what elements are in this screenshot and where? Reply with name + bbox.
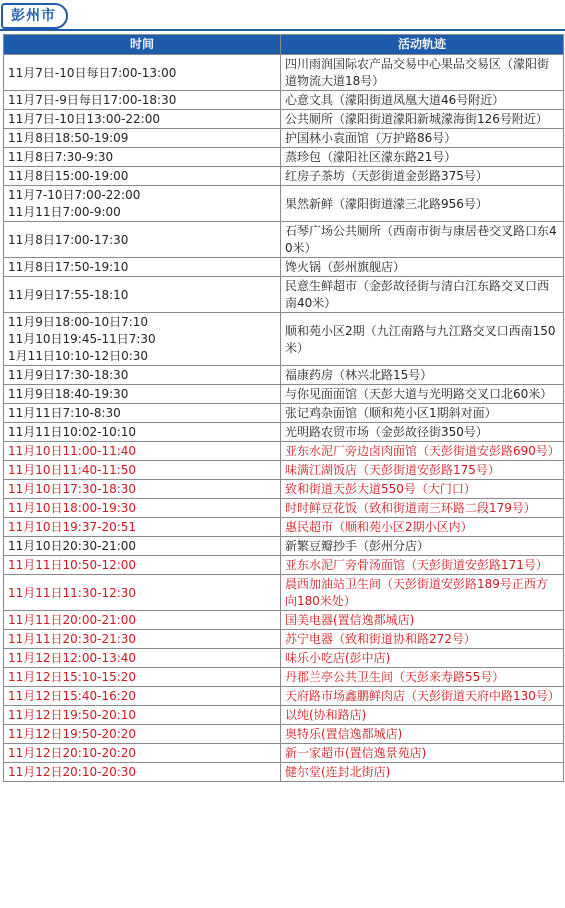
table-row (4, 706, 564, 725)
row-place: 晨西加油站卫生间（天彭街道安彭路189号正西方向180米处） (281, 575, 564, 611)
row-place: 公共厕所（濛阳街道濛阳新城濛海街126号附近） (281, 110, 564, 129)
row-time: 11月7日-10日13:00-22:00 (4, 110, 281, 129)
row-time: 11月8日7:30-9:30 (4, 148, 281, 167)
row-place: 果然新鲜（濛阳街道濛三北路956号） (281, 186, 564, 222)
table-row (4, 763, 564, 782)
city-tag: 彭州市 (1, 3, 68, 29)
table-row (4, 630, 564, 649)
table-row (4, 313, 564, 366)
row-time: 11月9日17:55-18:10 (4, 277, 281, 313)
table-row (4, 222, 564, 258)
section-divider (0, 29, 565, 31)
row-time: 11月12日20:10-20:20 (4, 744, 281, 763)
row-place: 与你见面面馆（天彭大道与光明路交叉口北60米） (281, 385, 564, 404)
row-place: 惠民超市（顺和苑小区2期小区内） (281, 518, 564, 537)
table-row (4, 91, 564, 110)
row-place: 四川雨润国际农产品交易中心果品交易区（濛阳街道物流大道18号） (281, 55, 564, 91)
table-row (4, 404, 564, 423)
row-time: 11月10日11:00-11:40 (4, 442, 281, 461)
row-time: 11月9日18:00-10日7:10 11月10日19:45-11日7:30 1月11日10:10-12日0:30 (4, 313, 281, 366)
row-time: 11月11日20:00-21:00 (4, 611, 281, 630)
row-time: 11月11日10:50-12:00 (4, 556, 281, 575)
table-row (4, 649, 564, 668)
row-time: 11月10日17:30-18:30 (4, 480, 281, 499)
row-time: 11月12日15:40-16:20 (4, 687, 281, 706)
row-time: 11月10日11:40-11:50 (4, 461, 281, 480)
table-row (4, 461, 564, 480)
row-place: 亚东水泥厂旁边卤肉面馆（天彭街道安彭路690号） (281, 442, 564, 461)
table-row (4, 611, 564, 630)
table-row (4, 556, 564, 575)
row-time: 11月11日10:02-10:10 (4, 423, 281, 442)
row-place: 心意文具（濛阳街道凤凰大道46号附近） (281, 91, 564, 110)
table-row (4, 366, 564, 385)
table-row (4, 277, 564, 313)
row-place: 国美电器(置信逸都城店) (281, 611, 564, 630)
row-time: 11月12日15:10-15:20 (4, 668, 281, 687)
header-time: 时间 (4, 35, 281, 55)
row-time: 11月7日-10日每日7:00-13:00 (4, 55, 281, 91)
row-place: 民意生鲜超市（金彭故径街与清白江东路交叉口西南40米） (281, 277, 564, 313)
table-row (4, 442, 564, 461)
table-row (4, 110, 564, 129)
table-row (4, 687, 564, 706)
row-place: 光明路农贸市场（金彭故径街350号） (281, 423, 564, 442)
row-time: 11月10日19:37-20:51 (4, 518, 281, 537)
header-track: 活动轨迹 (281, 35, 564, 55)
row-place: 时时鲜豆花饭（致和街道南三环路二段179号） (281, 499, 564, 518)
row-time: 11月8日15:00-19:00 (4, 167, 281, 186)
table-row (4, 55, 564, 91)
table-row (4, 725, 564, 744)
table-row (4, 423, 564, 442)
table-row (4, 258, 564, 277)
row-place: 味满江湖饭店（天彭街道安彭路175号） (281, 461, 564, 480)
table-row (4, 480, 564, 499)
row-place: 蒸珍包（濛阳社区濛东路21号） (281, 148, 564, 167)
row-time: 11月10日18:00-19:30 (4, 499, 281, 518)
row-place: 张记鸡杂面馆（顺和苑小区1期斜对面） (281, 404, 564, 423)
row-place: 味乐小吃店(彭中店) (281, 649, 564, 668)
row-place: 新繁豆瓣抄手（彭州分店） (281, 537, 564, 556)
table-row (4, 744, 564, 763)
row-place: 健尔堂(连封北街店) (281, 763, 564, 782)
table-row (4, 129, 564, 148)
table-row (4, 148, 564, 167)
row-time: 11月8日17:50-19:10 (4, 258, 281, 277)
table-row (4, 537, 564, 556)
row-time: 11月12日20:10-20:30 (4, 763, 281, 782)
table-row (4, 499, 564, 518)
row-place: 丹郡兰亭公共卫生间（天彭来寿路55号） (281, 668, 564, 687)
row-time: 11月10日20:30-21:00 (4, 537, 281, 556)
table-row (4, 575, 564, 611)
table-row (4, 668, 564, 687)
row-time: 11月11日7:10-8:30 (4, 404, 281, 423)
row-time: 11月12日19:50-20:10 (4, 706, 281, 725)
row-time: 11月12日19:50-20:20 (4, 725, 281, 744)
row-place: 护国林小袁面馆（万护路86号） (281, 129, 564, 148)
table-row (4, 385, 564, 404)
row-time: 11月9日18:40-19:30 (4, 385, 281, 404)
row-place: 亚东水泥厂旁骨汤面馆（天彭街道安彭路171号） (281, 556, 564, 575)
row-time: 11月12日12:00-13:40 (4, 649, 281, 668)
row-time: 11月7-10日7:00-22:00 11月11日7:00-9:00 (4, 186, 281, 222)
row-place: 红房子茶坊（天彭街道金彭路375号） (281, 167, 564, 186)
row-place: 馋火锅（彭州旗舰店） (281, 258, 564, 277)
row-place: 天府路市场鑫鹏鲜肉店（天彭街道天府中路130号） (281, 687, 564, 706)
table-row (4, 518, 564, 537)
table-body (4, 55, 564, 782)
row-place: 奥特乐(置信逸都城店) (281, 725, 564, 744)
row-time: 11月8日17:00-17:30 (4, 222, 281, 258)
table-row (4, 167, 564, 186)
table-row (4, 186, 564, 222)
row-time: 11月11日20:30-21:30 (4, 630, 281, 649)
row-time: 11月7日-9日每日17:00-18:30 (4, 91, 281, 110)
row-place: 以纯(协和路店) (281, 706, 564, 725)
table-header-row (4, 35, 564, 55)
row-time: 11月9日17:30-18:30 (4, 366, 281, 385)
activity-track-table (3, 34, 564, 782)
row-place: 福康药房（林兴北路15号） (281, 366, 564, 385)
row-time: 11月8日18:50-19:09 (4, 129, 281, 148)
row-place: 顺和苑小区2期（九江南路与九江路交叉口西南150米） (281, 313, 564, 366)
row-place: 石琴广场公共厕所（西南市街与康居巷交叉路口东40米） (281, 222, 564, 258)
row-place: 苏宁电器（致和街道协和路272号） (281, 630, 564, 649)
row-time: 11月11日11:30-12:30 (4, 575, 281, 611)
row-place: 新一家超市(置信逸景苑店) (281, 744, 564, 763)
row-place: 致和街道天彭大道550号（大门口） (281, 480, 564, 499)
